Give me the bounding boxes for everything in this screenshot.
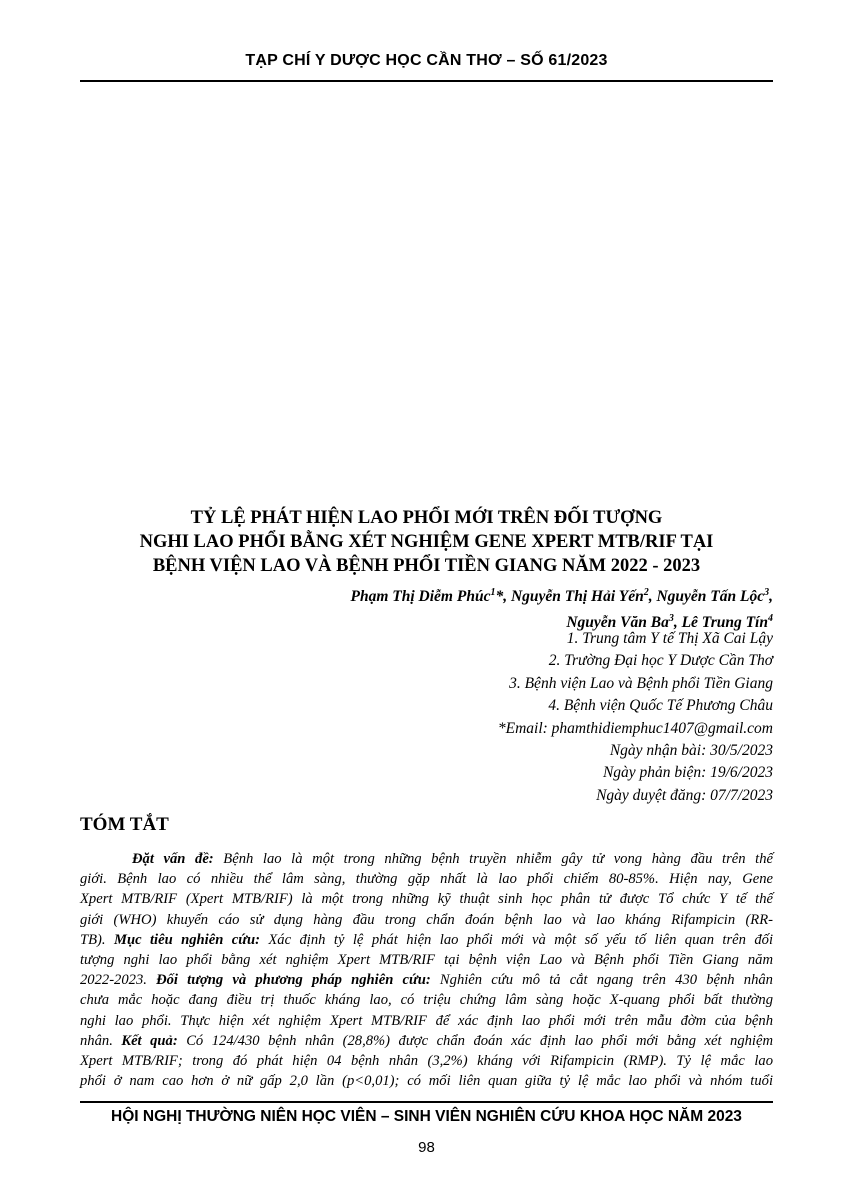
abstract-line: Xpert MTB/RIF; trong đó phát hiện 04 bệnh nhân (3,2%) kháng với Rifampicin (RMP). Tỷ lệ mắc lao bbox=[80, 1053, 773, 1070]
abstract-label: Đặt vấn đề: bbox=[132, 851, 214, 867]
abstract-text: Có 124/430 bệnh nhân (28,8%) được chẩn đoán xác định lao phổi mới bằng xét nghiệm bbox=[177, 1032, 774, 1049]
author-list bbox=[173, 582, 773, 634]
header-rule bbox=[80, 80, 773, 82]
abstract-line: tượng nghi lao phổi bằng xét nghiệm Xpert MTB/RIF tại bệnh viện Lao và Bệnh phổi Tiền Giang năm bbox=[80, 952, 773, 969]
conference-footer: HỘI NGHỊ THƯỜNG NIÊN HỌC VIÊN – SINH VIÊN NGHIÊN CỨU KHOA HỌC NĂM 2023 bbox=[111, 1108, 742, 1125]
author-separator: *, bbox=[495, 588, 511, 606]
author-separator: , bbox=[769, 588, 773, 606]
author-separator: , bbox=[648, 588, 657, 606]
abstract-line: giới (WHO) khuyến cáo sử dụng hàng đầu trong chẩn đoán bệnh lao và lao kháng Rifampicin (RR- bbox=[80, 911, 773, 928]
footer-rule bbox=[80, 1101, 773, 1103]
affiliation-item: 1. Trung tâm Y tế Thị Xã Cai Lậy bbox=[566, 630, 773, 647]
author-separator: , bbox=[673, 614, 682, 632]
article-title bbox=[80, 506, 773, 578]
abstract-text: 2022-2023. bbox=[80, 972, 157, 989]
date-received: Ngày nhận bài: 30/5/2023 bbox=[609, 742, 773, 760]
author-affiliation-mark: 3 bbox=[668, 613, 674, 625]
abstract-line: chưa mắc hoặc đang điều trị thuốc kháng lao, có triệu chứng lâm sàng hoặc X-quang phổi bất thường bbox=[80, 992, 773, 1009]
affiliation-item: 4. Bệnh viện Quốc Tế Phương Châu bbox=[548, 697, 773, 715]
abstract-label: Mục tiêu nghiên cứu: bbox=[113, 931, 260, 948]
abstract-line bbox=[80, 849, 773, 869]
affiliation-item: 3. Bệnh viện Lao và Bệnh phổi Tiền Giang bbox=[509, 674, 773, 692]
affiliation-block bbox=[173, 628, 773, 807]
author-name: Nguyễn Thị Hải Yến bbox=[510, 588, 644, 606]
author-affiliation-mark: 1 bbox=[490, 587, 496, 598]
abstract-line bbox=[80, 970, 773, 990]
journal-header: TẠP CHÍ Y DƯỢC HỌC CẦN THƠ – SỐ 61/2023 bbox=[245, 52, 608, 69]
author-name: Nguyễn Tấn Lộc bbox=[656, 588, 765, 606]
title-line: TỶ LỆ PHÁT HIỆN LAO PHỔI MỚI TRÊN ĐỐI TƯỢNG bbox=[190, 508, 663, 528]
date-accepted: Ngày duyệt đăng: 07/7/2023 bbox=[596, 786, 773, 804]
abstract-text: TB). bbox=[80, 931, 114, 948]
author-affiliation-mark: 2 bbox=[643, 587, 649, 598]
title-line: BỆNH VIỆN LAO VÀ BỆNH PHỔI TIỀN GIANG NĂM 2022 - 2023 bbox=[152, 556, 701, 576]
abstract-text: Bệnh lao là một trong những bệnh truyền nhiễm gây tử vong hàng đầu trên thế bbox=[213, 851, 773, 867]
author-name: Nguyễn Văn Ba bbox=[566, 614, 669, 632]
abstract-text: nhân. bbox=[80, 1032, 122, 1049]
abstract-label: Kết quả: bbox=[121, 1032, 178, 1049]
author-line-1 bbox=[173, 582, 773, 608]
abstract-line: phổi ở nam cao hơn ở nữ gấp 2,0 lần (p<0,01); có mối liên quan giữa tỷ lệ mắc lao phổi và nhóm tuổi bbox=[80, 1073, 773, 1090]
abstract-line: Xpert MTB/RIF (Xpert MTB/RIF) là một trong những kỹ thuật sinh học phân tử được Tổ chức Y tế thế bbox=[80, 891, 773, 908]
author-affiliation-mark: 3 bbox=[764, 587, 770, 598]
affiliation-item: 2. Trường Đại học Y Dược Cần Thơ bbox=[548, 652, 773, 670]
abstract-body bbox=[80, 849, 773, 1091]
abstract-line bbox=[80, 1031, 773, 1051]
abstract-heading: TÓM TẮT bbox=[80, 814, 169, 835]
author-name: Phạm Thị Diễm Phúc bbox=[350, 588, 491, 606]
abstract-line bbox=[80, 930, 773, 950]
contact-email: *Email: phamthidiemphuc1407@gmail.com bbox=[497, 719, 773, 737]
abstract-text: Nghiên cứu mô tả cắt ngang trên 430 bệnh nhân bbox=[430, 972, 773, 989]
page-number: 98 bbox=[418, 1139, 435, 1156]
abstract-label: Đối tượng và phương pháp nghiên cứu: bbox=[156, 972, 431, 989]
abstract-text: Xác định tỷ lệ phát hiện lao phổi mới và một số yếu tố liên quan trên đối bbox=[259, 931, 774, 948]
date-reviewed: Ngày phản biện: 19/6/2023 bbox=[602, 764, 773, 782]
abstract-line: nghi lao phổi. Thực hiện xét nghiệm Xpert MTB/RIF để xác định lao phổi mới trên mẫu đờm của bệnh bbox=[80, 1012, 773, 1029]
title-line: NGHI LAO PHỔI BẰNG XÉT NGHIỆM GENE XPERT MTB/RIF TẠI bbox=[139, 532, 714, 552]
abstract-line: giới. Bệnh lao có nhiều thể lâm sàng, thường gặp nhất là lao phổi chiếm 80-85%. Hiện nay, Gene bbox=[80, 871, 773, 888]
author-affiliation-mark: 4 bbox=[768, 613, 773, 625]
author-name: Lê Trung Tín bbox=[681, 614, 768, 632]
